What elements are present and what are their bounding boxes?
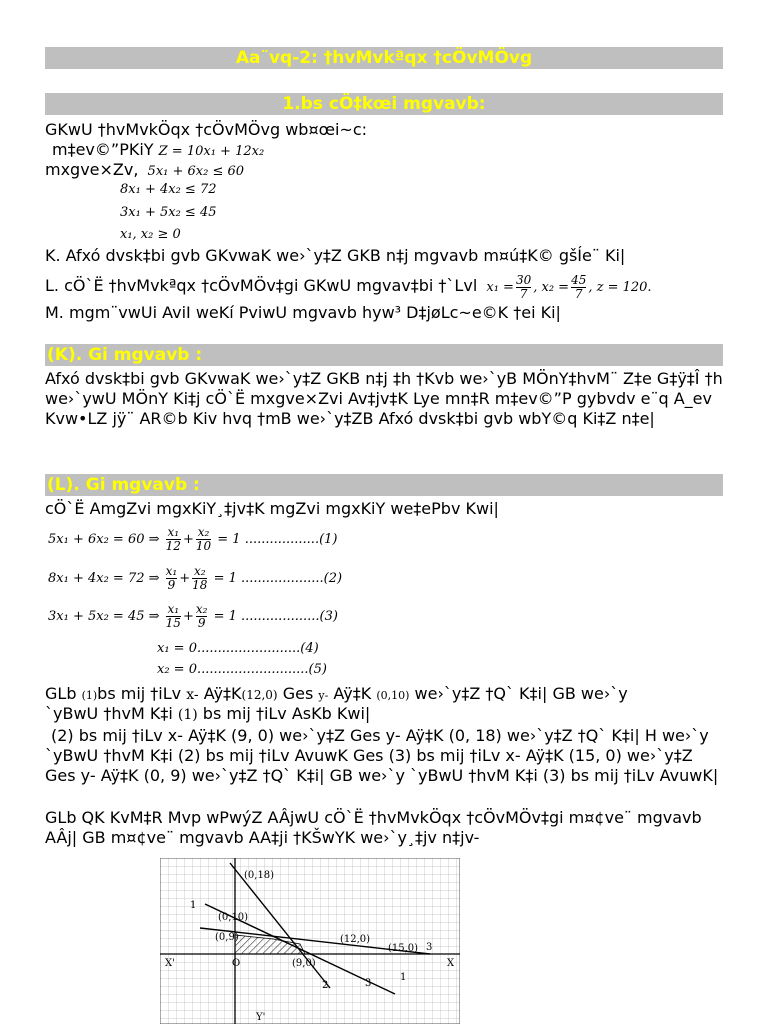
question-m: M. mgm¨vwUi AviI weKí PviwU mgvavb hyw³ D‡jøLc~e©K †ei Ki| xyxy=(45,303,561,322)
label-0-10: (0,10) xyxy=(218,912,249,923)
label-x-left: X' xyxy=(165,958,175,969)
p1-e: Aÿ‡K xyxy=(203,684,242,703)
frac-num: x₁ xyxy=(167,525,180,539)
x2-den: 7 xyxy=(574,287,583,301)
label-origin: O xyxy=(232,958,241,969)
chapter-title-bar xyxy=(45,47,723,69)
x2-num: 45 xyxy=(571,273,587,287)
p1-n: bs mij †iLv AsKb Kwi| xyxy=(202,704,371,723)
p1-l: `yBwU †hvM K‡i xyxy=(45,704,173,723)
question-l xyxy=(45,274,652,301)
objective-line xyxy=(52,140,264,162)
p1-f: (12,0) xyxy=(241,688,278,702)
question-l-values xyxy=(486,273,652,301)
section1-heading: 1.bs cÖ‡kœi mgvavb: xyxy=(282,94,486,114)
equation-2-frac-a xyxy=(166,565,178,592)
feasible-region-graph xyxy=(160,858,460,1024)
constraint-label: mxgve×Zv, xyxy=(45,160,139,179)
constraint-1: 5x₁ + 6x₂ ≤ 60 xyxy=(147,164,245,179)
z-value: , z = 120. xyxy=(588,280,652,295)
equation-1-rhs: = 1 ..................(1) xyxy=(217,532,338,547)
frac-den: 15 xyxy=(165,616,181,630)
question-l-text: L. cÖ`Ë †hvMvkªqx †cÖvMÖv‡gi GKwU mgvav‡bi †`Lvl xyxy=(45,276,478,295)
p1-k: we›`y‡Z †Q` K‡i| GB we›`y xyxy=(414,684,628,703)
section-l-para3: GLb QK KvM‡R Mvp wPwýZ AÂjwU cÖ`Ë †hvMvkÖqx †cÖvMÖv‡gi m¤¢ve¨ mgvavb AÂj| GB m¤¢ve¨ mgvavb AA‡ji †KŠwYK we›`y¸‡jv n‡jv- xyxy=(45,808,702,847)
label-line-1-end: 1 xyxy=(400,972,407,983)
equation-3-frac-a xyxy=(166,603,181,630)
section-l-para1-line2 xyxy=(45,704,370,725)
constraint-4: x₁, x₂ ≥ 0 xyxy=(120,227,181,242)
frac-den: 9 xyxy=(197,616,206,630)
label-line-1: 1 xyxy=(190,900,197,911)
constraint-3: 3x₁ + 5x₂ ≤ 45 xyxy=(120,205,217,220)
section-l-intro: cÖ`Ë AmgZvi mgxKiY¸‡jv‡K mgZvi mgxKiY we‡ePbv Kwi| xyxy=(45,499,499,518)
p1-c: bs mij †iLv xyxy=(97,684,182,703)
x1-num: 30 xyxy=(515,273,532,287)
section-k-heading: (K). Gi mgvavb : xyxy=(47,345,203,365)
label-0-18: (0,18) xyxy=(244,870,275,881)
frac-den: 18 xyxy=(192,578,208,592)
frac-den: 12 xyxy=(165,539,181,553)
equation-3: 3x₁ + 5x₂ = 45 ⇒ $\frac{\text{x₁}}{15}$ + $\frac{\text{x₂}}{9}$ = 1 ...................(3) xyxy=(48,602,338,630)
equation-3-lhs: 3x₁ + 5x₂ = 45 ⇒ xyxy=(48,609,160,624)
p1-m: (1) xyxy=(177,707,198,723)
section-l-heading-bar xyxy=(45,474,723,496)
equation-1-frac-b xyxy=(196,526,211,553)
frac-num: x₂ xyxy=(197,525,210,539)
p1-a: GLb xyxy=(45,684,77,703)
section-l-para2: (2) bs mij †iLv x- Aÿ‡K (9, 0) we›`y‡Z Ges y- Aÿ‡K (0, 18) we›`y‡Z †Q` K‡i| H we›`y `yBwU †hvM K‡i (2) bs mij †iLv AvuwK Ges (3) bs mij †iLv x- Aÿ‡K (15, 0) we›`y‡Z Ges y- Aÿ‡K (0, 9) we›`y‡Z †Q` K‡i| GB we›`y `yBwU †hvM K‡i (3) bs mij †iLv AvuwK| xyxy=(45,726,719,785)
constraint-label-line xyxy=(45,160,244,182)
equation-2-lhs: 8x₁ + 4x₂ = 72 ⇒ xyxy=(48,571,160,586)
equation-2-rhs: = 1 ....................(2) xyxy=(213,571,343,586)
equation-3-rhs: = 1 ...................(3) xyxy=(213,609,338,624)
section1-intro: GKwU †hvMvkÖqx †cÖvMÖvg wb¤œi~c: xyxy=(45,120,368,139)
label-line-2: 2 xyxy=(322,980,329,991)
p1-i: Aÿ‡K xyxy=(333,684,372,703)
frac-num: x₂ xyxy=(193,564,206,578)
equation-2-frac-b xyxy=(192,565,207,592)
label-15-0: (15,0) xyxy=(388,943,419,954)
label-line-3: 3 xyxy=(365,978,372,989)
x1-den: 7 xyxy=(519,287,528,301)
question-k: K. Afxó dvsk‡bi gvb GKvwaK we›`y‡Z GKB n‡j mgvavb m¤ú‡K© gšÍe¨ Ki| xyxy=(45,246,626,265)
section-l-para1-line1 xyxy=(45,684,628,706)
objective-label: m‡ev©”PKiY xyxy=(52,140,154,159)
equation-1-lhs: 5x₁ + 6x₂ = 60 ⇒ xyxy=(48,532,160,547)
label-9-0: (9,0) xyxy=(292,958,316,969)
x1-fraction xyxy=(516,274,531,301)
section-l-heading: (L). Gi mgvavb : xyxy=(47,475,200,495)
label-line-3-end: 3 xyxy=(426,942,433,953)
p1-g: Ges xyxy=(282,684,314,703)
frac-den: 10 xyxy=(195,539,212,553)
label-12-0: (12,0) xyxy=(340,934,371,945)
equation-4: x₁ = 0.........................(4) xyxy=(157,641,319,656)
frac-num: x₁ xyxy=(165,564,178,578)
section1-heading-bar xyxy=(45,93,723,115)
label-0-9: (0,9) xyxy=(215,932,239,943)
label-y-bottom: Y' xyxy=(256,1012,266,1023)
x2-fraction xyxy=(571,274,586,301)
section-k-body: Afxó dvsk‡bi gvb GKvwaK we›`y‡Z GKB n‡j ‡h †Kvb we›`yB MÖnY‡hvM¨ Z‡e G‡ÿ‡Î †h we›`ywU MÖnY Ki‡j cÖ`Ë mxgve×Zvi Av‡jv‡K Lye mn‡R m‡ev©”P gybvdv e¨q A_ev Kvw•LZ jÿ¨ AR©b Kiv hvq †mB we›`y‡ZB Afxó dvsk‡bi gvb wbY©q Ki‡Z n‡e| xyxy=(45,369,723,428)
equation-2: 8x₁ + 4x₂ = 72 ⇒ $\frac{\text{x₁}}{9}$ + $\frac{\text{x₂}}{18}$ = 1 ....................(2) xyxy=(48,564,343,592)
frac-den: 9 xyxy=(167,578,176,592)
frac-num: x₂ xyxy=(195,602,208,616)
x2-label: , x₂ = xyxy=(533,280,570,295)
objective-equation: Z = 10x₁ + 12x₂ xyxy=(158,144,265,159)
p1-h: y- xyxy=(318,689,329,702)
constraint-2: 8x₁ + 4x₂ ≤ 72 xyxy=(120,182,217,197)
p1-b: (1) xyxy=(81,689,98,702)
x1-label: x₁ = xyxy=(486,280,514,295)
equation-1-frac-a xyxy=(166,526,181,553)
frac-num: x₁ xyxy=(167,602,180,616)
equation-1: 5x₁ + 6x₂ = 60 ⇒ $\frac{\text{x₁}}{12}$ + $\frac{\text{x₂}}{10}$ = 1 ..................(1) xyxy=(48,525,338,553)
p1-j: (0,10) xyxy=(376,689,410,702)
equation-3-frac-b xyxy=(196,603,208,630)
equation-5: x₂ = 0...........................(5) xyxy=(157,662,327,677)
chapter-title: Aa¨vq-2: †hvMvkªqx †cÖvMÖvg xyxy=(235,48,533,68)
p1-d: x- xyxy=(186,687,199,703)
section-k-heading-bar xyxy=(45,344,723,366)
label-x-right: X xyxy=(447,958,455,969)
